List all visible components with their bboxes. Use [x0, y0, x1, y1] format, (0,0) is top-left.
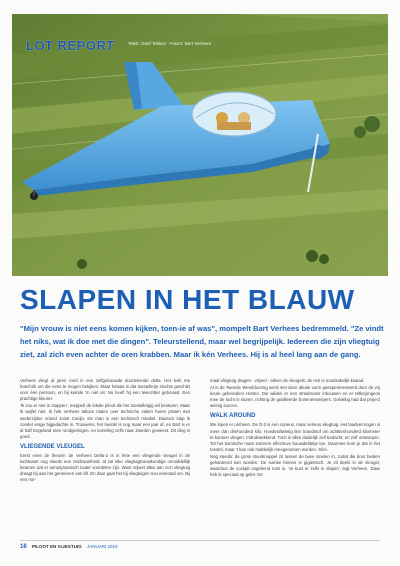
page-number: 16: [20, 544, 27, 550]
section-kicker: LOT REPORT: [26, 38, 115, 53]
body-column-right: [210, 378, 380, 479]
photo-byline: Tekst: Geef Tekken - Foto's: Bert Verhees: [128, 41, 211, 46]
paragraph: maal vliegtuig dragen - vrijwel - alleen de vleugels; de rest is noodzakelijk kwaad.: [210, 378, 365, 383]
paragraph: 'Ik zou er niet in stappen', meppelt de lokale piloot die het toestelletgig wil besturen. Maar ik twijfel niet. Ik heb Verhees talloze malen over techniche zaken horen praten met wederzijdse vriend Joost Conijn. De man is een technisch mirakel. Daarom stap ik zonder enige bijgedachte in. Trouwens, het toestel is nog maar een jaar af, en Bart is er al half Engeland mee rondgevlogen, en korteling zelfs naar Zweden geweest. Dit ding is goed.: [20, 403, 190, 439]
aircraft-photo: [12, 14, 388, 276]
article-headline: SLAPEN IN HET BLAUW: [20, 284, 355, 315]
paragraph: We lopen er omheen. De D-2 is een curieus, maar serieus vliegtuig. Het laadvermogen is meer dan driehonderd kilo. Honderdtwintig liter brandstof om achttienhonderd kilometer te kunnen vliegen. Indrukwekkend. Toch is alles duidelijk zelf bedacht, en zelf ontworpen. Tot het komische maar extreem effectieve bouwdeldetje toe. Daarmee kom je dat in het toestel, maar 't kan ook makkelijk meegenomen worden. Slim.: [210, 422, 380, 452]
subheading: WALK AROUND: [210, 413, 256, 420]
article-lead: "Mijn vrouw is niet eens komen kijken, toen-ie af was", mompelt Bart Verhees bedremmeld. "Ze vindt het niks, wat ik doe met die dingen". Teleurstellend, maar wel begrijpelijk. Iedereen die zijn vliegtuig ziet, zal zich even achter de oren krabben. Maar ik kén Verhees. Hij is al heel lang aan de gang.: [20, 324, 384, 359]
paragraph: Al in de Tweede Wereldoorlog werd met deze ideale vorm geëxperimenteerd door de vrij koute gebroeders Horten. Die wilden er een straalmotor inbouwen en er Hitlerjongens mee de lucht in sturen, richting de geallieerde bommenwerpers. Gelukkig had dat project weinig succes.: [210, 385, 380, 409]
body-column-left: [20, 378, 190, 484]
paragraph: Nog steeds: de grote stuurknuppel zit tussen de twee stoelen in, zodat die door beiden gehanteerd kan worden. De sumke binnen is gigantisch. Je zit deels in de vleugel, waardoor de cockpit ongekend ruim is. 'Je kunt er zelfs in slapen', legt Verhees. 'Daar heb ik speciaal op gelet. De: [210, 453, 380, 478]
page-footer: [20, 540, 380, 550]
paragraph: Verhees vliegt al jaren rond in een zelfgebouwde doorlekende delta. Het leek me hoechrik om die eens te mogen bekijken. Maar helaas is dat toestelletje slechts geschikt voor één persoon, en bij keinde 'm niet uit. Nu heeft hij een tweezitter gebouwd. Een prachtige kleurer.: [20, 378, 190, 402]
issue-date: JANUARI 2019: [86, 544, 118, 549]
paragraph: Eerst even de theorie: de Verhees Delta-2 is in feite een vliegende vleugel in de luchtvaart nog steeds een zeldzaamheid, al zal elke vliegtuigbouwkundige onmiddellijk beamen dat er aerodynamisch louter voordelen zijn. Want vrijwel alles aan zo'n vliegtuig draagt bij aan het genereren van lift. En daar gaat het bij vliegtuigen nou eenmaal om. Bij een nor-: [20, 452, 190, 483]
flying-wing-aircraft-image: [12, 14, 388, 276]
magazine-name: PILOOT EN VLIEGTUIG: [31, 544, 82, 549]
subheading: VLIEGENDE VLEUGEL: [20, 443, 85, 450]
